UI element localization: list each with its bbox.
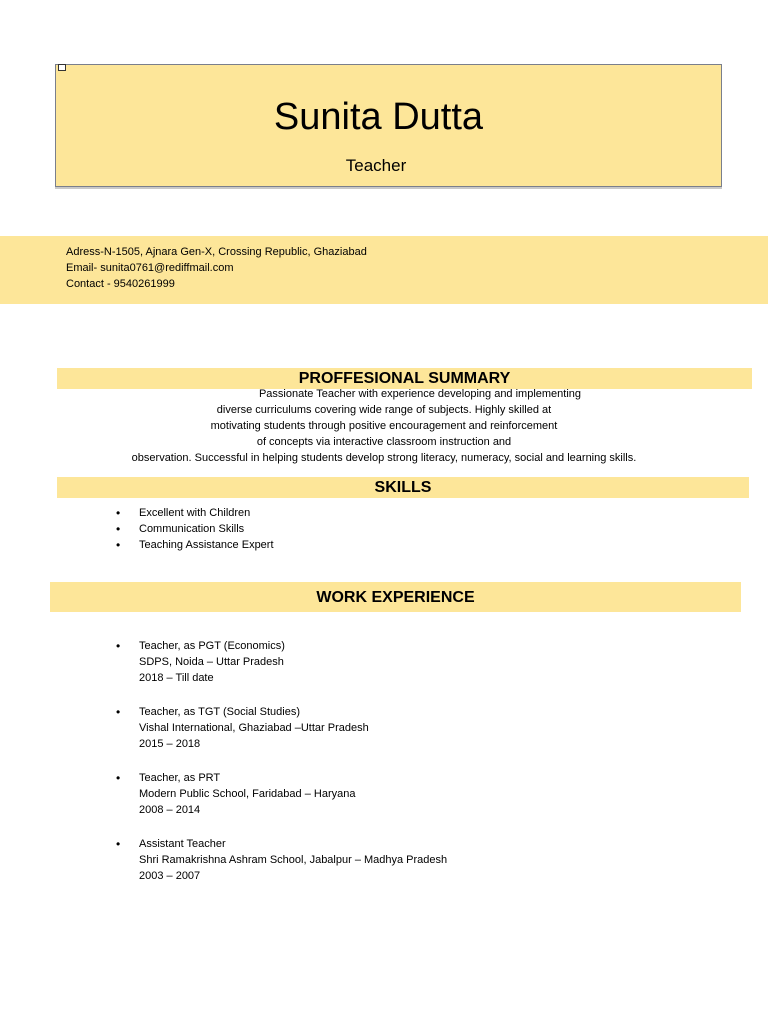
list-item: • Teaching Assistance Expert xyxy=(116,537,274,553)
job-place: Modern Public School, Faridabad – Haryana xyxy=(139,788,356,800)
contact-phone: Contact - 9540261999 xyxy=(66,278,175,290)
bullet-icon: • xyxy=(116,639,121,653)
job-role: Teacher, as TGT (Social Studies) xyxy=(139,706,300,718)
summary-line: motivating students through positive encouragement and reinforcement xyxy=(210,420,558,432)
candidate-name: Sunita Dutta xyxy=(273,96,484,138)
summary-line: diverse curriculums covering wide range of subjects. Highly skilled at xyxy=(216,404,552,416)
list-item: • Excellent with Children xyxy=(116,505,274,521)
job-role: Assistant Teacher xyxy=(139,838,226,850)
job-place: Vishal International, Ghaziabad –Uttar Pradesh xyxy=(139,722,369,734)
summary-heading xyxy=(57,368,752,389)
job-entry xyxy=(116,704,369,752)
resize-handle[interactable] xyxy=(58,64,66,71)
skills-list xyxy=(116,505,274,553)
job-role: Teacher, as PGT (Economics) xyxy=(139,640,285,652)
job-period: 2003 – 2007 xyxy=(139,870,201,882)
job-role: Teacher, as PRT xyxy=(139,772,221,784)
bullet-icon: • xyxy=(116,771,121,785)
skills-heading xyxy=(57,477,749,498)
job-period: 2018 – Till date xyxy=(139,672,214,684)
contact-email: Email- sunita0761@rediffmail.com xyxy=(66,262,234,274)
summary-line: Passionate Teacher with experience developing and implementing xyxy=(258,388,582,400)
list-item: • Communication Skills xyxy=(116,521,274,537)
bullet-icon: • xyxy=(116,705,121,719)
job-period: 2008 – 2014 xyxy=(139,804,201,816)
job-period: 2015 – 2018 xyxy=(139,738,201,750)
job-entry xyxy=(116,770,355,818)
experience-heading-text: WORK EXPERIENCE xyxy=(316,589,475,606)
summary-heading-text: PROFFESIONAL SUMMARY xyxy=(298,370,511,387)
job-place: SDPS, Noida – Uttar Pradesh xyxy=(139,656,284,668)
job-place: Shri Ramakrishna Ashram School, Jabalpur – Madhya Pradesh xyxy=(139,854,448,866)
bullet-icon: • xyxy=(116,837,121,851)
skills-heading-text: SKILLS xyxy=(374,479,432,496)
experience-heading xyxy=(50,582,741,612)
contact-address: Adress-N-1505, Ajnara Gen-X, Crossing Republic, Ghaziabad xyxy=(66,246,367,258)
candidate-title: Teacher xyxy=(345,156,407,175)
summary-line: observation. Successful in helping students develop strong literacy, numeracy, social and learning skills. xyxy=(131,452,637,464)
summary-line: of concepts via interactive classroom instruction and xyxy=(256,436,512,448)
job-entry xyxy=(116,638,285,686)
job-entry xyxy=(116,836,447,884)
